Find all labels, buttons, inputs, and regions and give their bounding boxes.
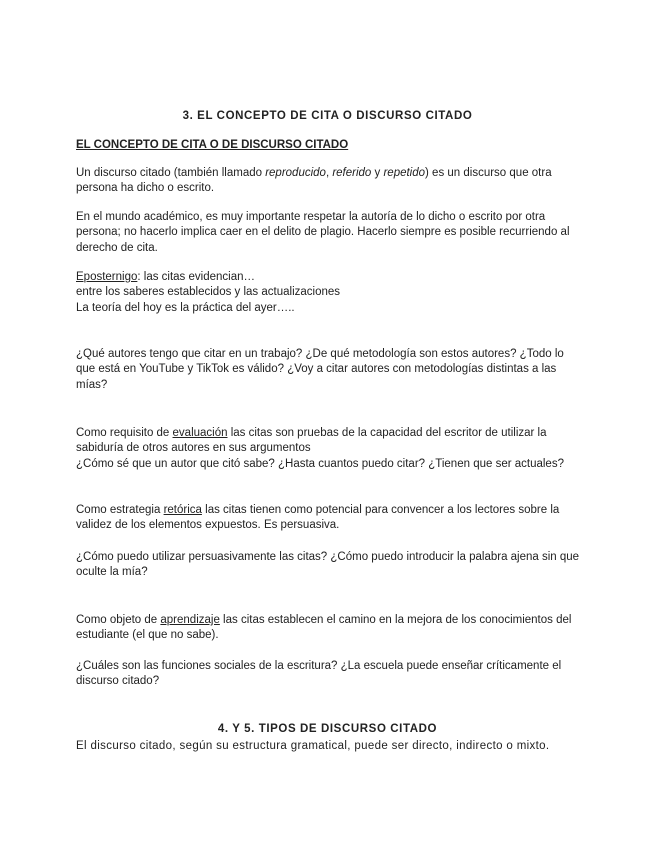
paragraph-retorica — [76, 503, 581, 534]
paragraph-eposternigo — [76, 270, 581, 316]
evaluacion-questions: ¿Cómo sé que un autor que citó sabe? ¿Hasta cuantos puedo citar? ¿Tienen que ser actuales? — [76, 457, 564, 470]
p5-text-a: Como requisito de — [76, 427, 173, 439]
paragraph-evaluacion — [76, 426, 581, 472]
p1-italic-reproducido: reproducido — [265, 167, 326, 179]
p8-text-b: las citas establecen el camino en la mejora de los conocimientos del estudiante (el que no sabe). — [76, 614, 572, 642]
section-4-5-heading: 4. Y 5. TIPOS DE DISCURSO CITADO — [217, 723, 438, 735]
p1-text-d: ) es un discurso que otra persona ha dicho o escrito. — [76, 167, 552, 195]
paragraph-questions-authors: ¿Qué autores tengo que citar en un trabajo? ¿De qué metodología son estos autores? ¿Todo lo que está en YouTube y TikTok es válido? ¿Voy a citar autores con metodologías distintas a las mías? — [76, 348, 564, 391]
paragraph-academic: En el mundo académico, es muy importante respetar la autoría de lo dicho o escrito por otra persona; no hacerlo implica caer en el delito de plagio. Hacerlo siempre es posible recurriendo al derecho de cita. — [76, 211, 570, 254]
section-3-heading: 3. EL CONCEPTO DE CITA O DISCURSO CITADO — [182, 110, 473, 122]
eposternigo-line-1 — [76, 270, 581, 285]
p1-text-c: y — [371, 167, 384, 179]
p1-italic-referido: referido — [332, 167, 372, 179]
p1-text-b: , — [325, 167, 333, 179]
p5-text-b: las citas son pruebas de la capacidad del escritor de utilizar la sabiduría de otros autores en sus argumentos — [76, 427, 547, 455]
evaluacion-term: evaluación — [172, 427, 228, 439]
section-3-subheading — [76, 138, 581, 153]
paragraph-aprendizaje — [76, 613, 581, 644]
eposternigo-term: Eposternigo — [76, 271, 138, 283]
subheading-text: EL CONCEPTO DE CITA O DE DISCURSO CITADO — [76, 139, 349, 151]
eposternigo-line-2: entre los saberes establecidos y las actualizaciones — [76, 286, 341, 299]
retorica-term: retórica — [163, 504, 202, 516]
evaluacion-line — [76, 426, 581, 457]
p1-text-a: Un discurso citado (también llamado — [76, 167, 266, 179]
p6-text-a: Como estrategia — [76, 504, 164, 516]
p8-text-a: Como objeto de — [76, 614, 161, 626]
aprendizaje-term: aprendizaje — [160, 614, 220, 626]
paragraph-questions-writing: ¿Cuáles son las funciones sociales de la escritura? ¿La escuela puede enseñar críticamente el discurso citado? — [76, 660, 562, 688]
eposternigo-rest: : las citas evidencian… — [137, 271, 255, 283]
p1-italic-repetido: repetido — [383, 167, 426, 179]
eposternigo-line-3: La teoría del hoy es la práctica del ayer….. — [76, 301, 295, 314]
paragraph-definition — [76, 166, 581, 197]
section-4-5-text: El discurso citado, según su estructura gramatical, puede ser directo, indirecto o mixto. — [76, 740, 550, 752]
p6-text-b: las citas tienen como potencial para convencer a los lectores sobre la validez de los elementos expuestos. Es persuasiva. — [76, 504, 560, 532]
paragraph-questions-persuasion: ¿Cómo puedo utilizar persuasivamente las citas? ¿Cómo puedo introducir la palabra ajena sin que oculte la mía? — [76, 551, 580, 579]
